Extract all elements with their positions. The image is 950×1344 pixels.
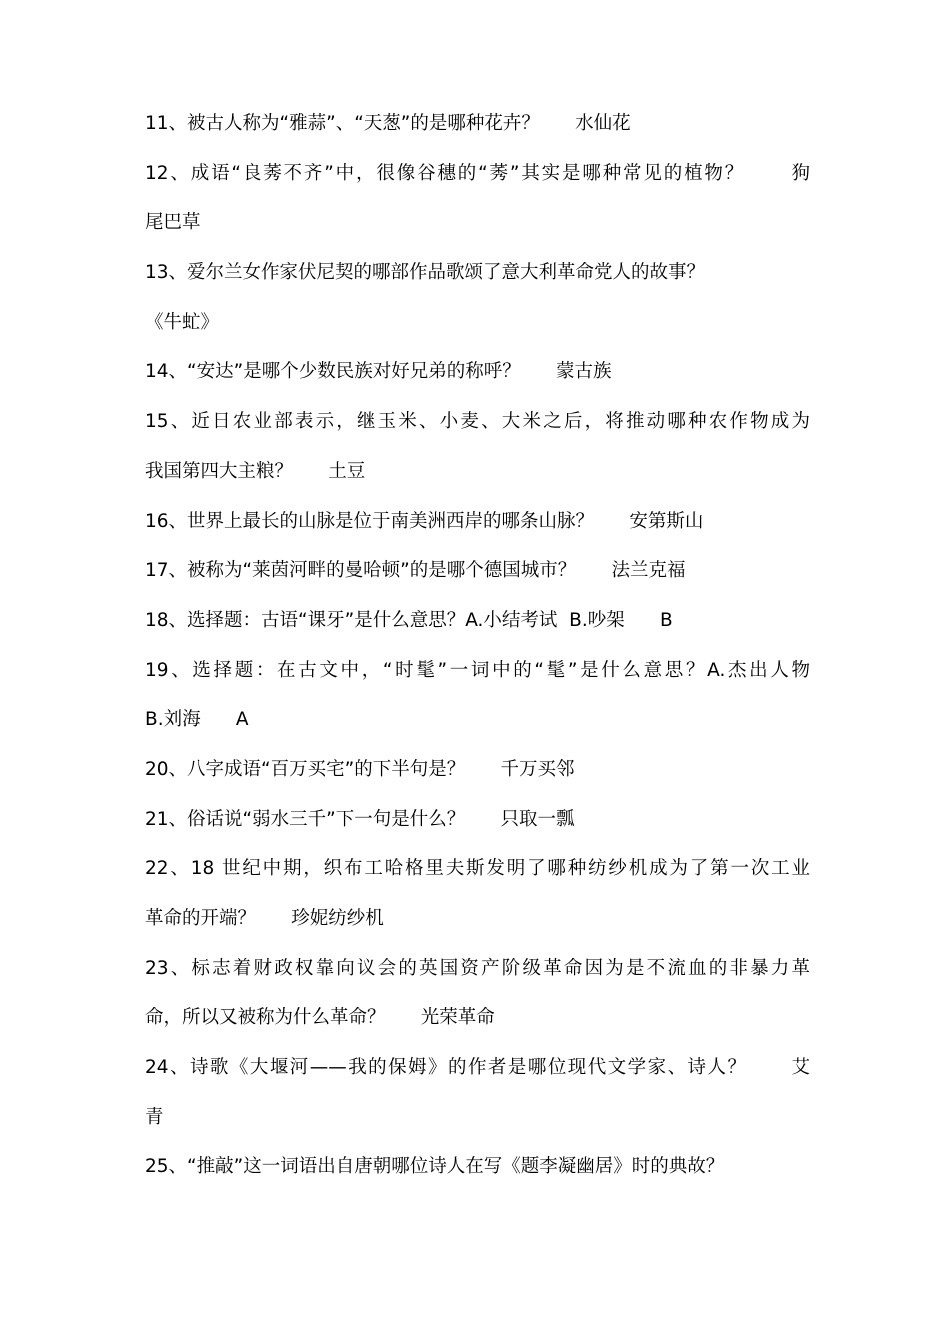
- text-line-q15: 15、近日农业部表示，继玉米、小麦、大米之后，将推动哪种农作物成为: [145, 411, 810, 433]
- text-line-q19-answer: B.刘海 A: [145, 709, 249, 731]
- text-line-q24: 24、诗歌《大堰河——我的保姆》的作者是哪位现代文学家、诗人？ 艾: [145, 1057, 810, 1079]
- document-body: [145, 99, 810, 1192]
- text-line-q22-answer: 革命的开端？ 珍妮纺纱机: [145, 908, 384, 929]
- text-line-q21: 21、俗话说“弱水三千”下一句是什么？ 只取一瓢: [145, 808, 575, 830]
- text-line-q24-answer: 青: [145, 1106, 164, 1128]
- text-line-q22: 22、18 世纪中期，织布工哈格里夫斯发明了哪种纺纱机成为了第一次工业: [145, 858, 810, 880]
- text-line-q23: 23、标志着财政权靠向议会的英国资产阶级革命因为是不流血的非暴力革: [145, 957, 810, 979]
- text-line-q13: 13、爱尔兰女作家伏尼契的哪部作品歌颂了意大利革命党人的故事？: [145, 262, 706, 284]
- text-line-q25: 25、“推敲”这一词语出自唐朝哪位诗人在写《题李凝幽居》时的典故？: [145, 1156, 725, 1178]
- text-line-q14: 14、“安达”是哪个少数民族对好兄弟的称呼？ 蒙古族: [145, 361, 612, 383]
- text-line-q20: 20、八字成语“百万买宅”的下半句是？ 千万买邻: [145, 758, 575, 780]
- text-line-q12-answer: 尾巴草: [145, 212, 201, 234]
- text-line-q23-answer: 命，所以又被称为什么革命？ 光荣革命: [145, 1007, 495, 1029]
- text-line-q17: 17、被称为“莱茵河畔的曼哈顿”的是哪个德国城市？ 法兰克福: [145, 560, 686, 582]
- text-line-q18: 18、选择题：古语“课牙”是什么意思？A.小结考试 B.吵架 B: [145, 609, 673, 631]
- text-line-q19: 19、选择题：在古文中，“时髦”一词中的“髦”是什么意思？A.杰出人物: [145, 659, 810, 681]
- text-line-q11: 11、被古人称为“雅蒜”、“天葱”的是哪种花卉？ 水仙花: [145, 113, 631, 134]
- text-line-q16: 16、世界上最长的山脉是位于南美洲西岸的哪条山脉？ 安第斯山: [145, 510, 704, 532]
- text-line-q15-answer: 我国第四大主粮？ 土豆: [145, 460, 366, 482]
- text-line-q13-answer: 《牛虻》: [145, 311, 220, 333]
- text-line-q12: 12、成语“良莠不齐”中，很像谷穗的“莠”其实是哪种常见的植物？ 狗: [145, 162, 810, 184]
